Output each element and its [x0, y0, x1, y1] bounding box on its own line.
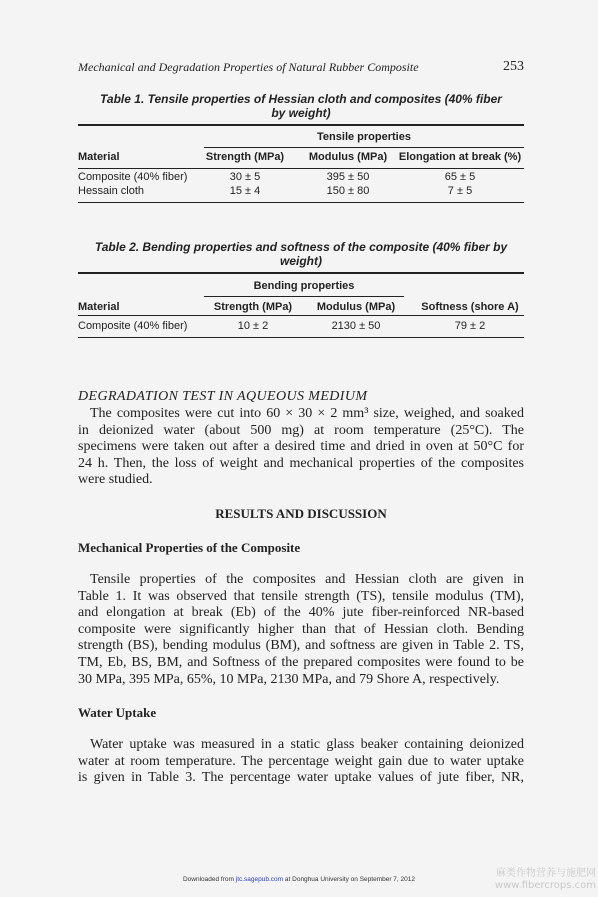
table1-row1-material: Composite (40% fiber): [78, 171, 188, 183]
table1-row2-elongation: 7 ± 5: [447, 185, 473, 197]
mechanical-line: Tensile properties of the composites and Hessian cloth are given in: [90, 572, 524, 587]
running-head: [78, 60, 524, 76]
table1-col-strength: Strength (MPa): [205, 151, 285, 163]
footer-suffix: at Donghua University on September 7, 2012: [284, 876, 415, 883]
mechanical-line: Table 1. It was observed that tensile strength (TS), tensile modulus (TM),: [78, 588, 524, 604]
table2-row1-material: Composite (40% fiber): [78, 320, 188, 332]
water-uptake-paragraph: [78, 737, 524, 787]
table2-row1-modulus: 2130 ± 50: [331, 320, 381, 332]
watermark-line2: www.fibercrops.com: [494, 880, 596, 891]
mechanical-line: strength (BS), bending modulus (BM), and softness are given in Table 2. TS,: [78, 638, 524, 654]
table2-top-rule: [78, 272, 524, 274]
table2-col-modulus: Modulus (MPa): [316, 301, 396, 313]
table1-group-rule: [204, 147, 524, 148]
table1-row1-elongation: 65 ± 5: [444, 171, 476, 183]
water-line: is given in Table 3. The percentage water uptake values of jute fiber, NR,: [78, 770, 524, 786]
watermark: [495, 868, 596, 892]
degradation-line: specimens were taken out after a desired time and dried in oven at 50°C for: [78, 439, 524, 455]
table1-row1-strength: 30 ± 5: [229, 171, 261, 183]
mechanical-paragraph: [78, 572, 524, 688]
table1-top-rule: [78, 124, 524, 126]
footer-link[interactable]: jtc.sagepub.com: [235, 876, 284, 883]
degradation-heading: DEGRADATION TEST IN AQUEOUS MEDIUM: [78, 389, 368, 404]
table1-caption-line2: by weight): [271, 106, 331, 120]
table2-group-rule: [204, 296, 404, 297]
water-line: Water uptake was measured in a static glass beaker containing deionized: [90, 737, 524, 752]
table1-row1-modulus: 395 ± 50: [326, 171, 370, 183]
mechanical-line: TM, Eb, BS, BM, and Softness of the prepared composites were found to be: [78, 654, 524, 670]
table1-col-modulus: Modulus (MPa): [308, 151, 388, 163]
mechanical-heading: Mechanical Properties of the Composite: [78, 540, 301, 555]
mechanical-line: composite were significantly higher than that of Hessian cloth. Bending: [78, 621, 524, 637]
degradation-line: 24 h. Then, the loss of weight and mechanical properties of the composites: [78, 455, 524, 471]
mechanical-line: 30 MPa, 395 MPa, 65%, 10 MPa, 2130 MPa, and 79 Shore A, respectively.: [78, 671, 500, 687]
table1-caption-line1: Table 1. Tensile properties of Hessian cloth and composites (40% fiber: [100, 92, 502, 106]
page-number: 253: [503, 59, 524, 74]
table1: [78, 124, 524, 204]
table2-col-material: Material: [78, 301, 120, 313]
table2-row1-strength: 10 ± 2: [237, 320, 269, 332]
table1-col-material: Material: [78, 151, 120, 163]
water-line: water at room temperature. The percentage weight gain due to water uptake: [78, 753, 524, 769]
table1-row2-material: Hessain cloth: [78, 185, 145, 197]
table2-header-rule: [78, 315, 524, 316]
table2-col-softness: Softness (shore A): [421, 301, 519, 313]
results-heading: RESULTS AND DISCUSSION: [215, 506, 387, 521]
table2-group-header: Bending properties: [253, 280, 355, 292]
water-uptake-heading: Water Uptake: [78, 705, 157, 720]
table2-caption-line1: Table 2. Bending properties and softness of the composite (40% fiber by: [94, 240, 508, 254]
watermark-line1: 麻类作物营养与施肥网: [496, 868, 596, 879]
mechanical-line: and elongation at break (Eb) of the 40% jute fiber-reinforced NR-based: [78, 605, 524, 621]
table1-row2-strength: 15 ± 4: [229, 185, 261, 197]
table2-caption: [78, 240, 524, 268]
degradation-line: were studied.: [78, 472, 153, 488]
table1-bottom-rule: [78, 202, 524, 203]
table2-row1-softness: 79 ± 2: [454, 320, 486, 332]
degradation-line: in deionized water (about 500 mg) at room temperature (25°C). The: [78, 422, 524, 438]
degradation-line: The composites were cut into 60 × 30 × 2 mm³ size, weighed, and soaked: [90, 406, 524, 421]
table2: [78, 272, 524, 342]
table1-header-rule: [78, 168, 524, 169]
table1-group-header: Tensile properties: [317, 131, 411, 143]
table1-col-elongation: Elongation at break (%): [398, 151, 522, 163]
degradation-paragraph: [78, 406, 524, 489]
table2-caption-line2: weight): [280, 254, 322, 268]
table1-row2-modulus: 150 ± 80: [326, 185, 370, 197]
table1-caption: [78, 92, 524, 120]
table2-bottom-rule: [78, 337, 524, 338]
footer-prefix: Downloaded from: [182, 876, 234, 883]
table2-col-strength: Strength (MPa): [213, 301, 293, 313]
running-title: Mechanical and Degradation Properties of Natural Rubber Composite: [78, 60, 419, 74]
